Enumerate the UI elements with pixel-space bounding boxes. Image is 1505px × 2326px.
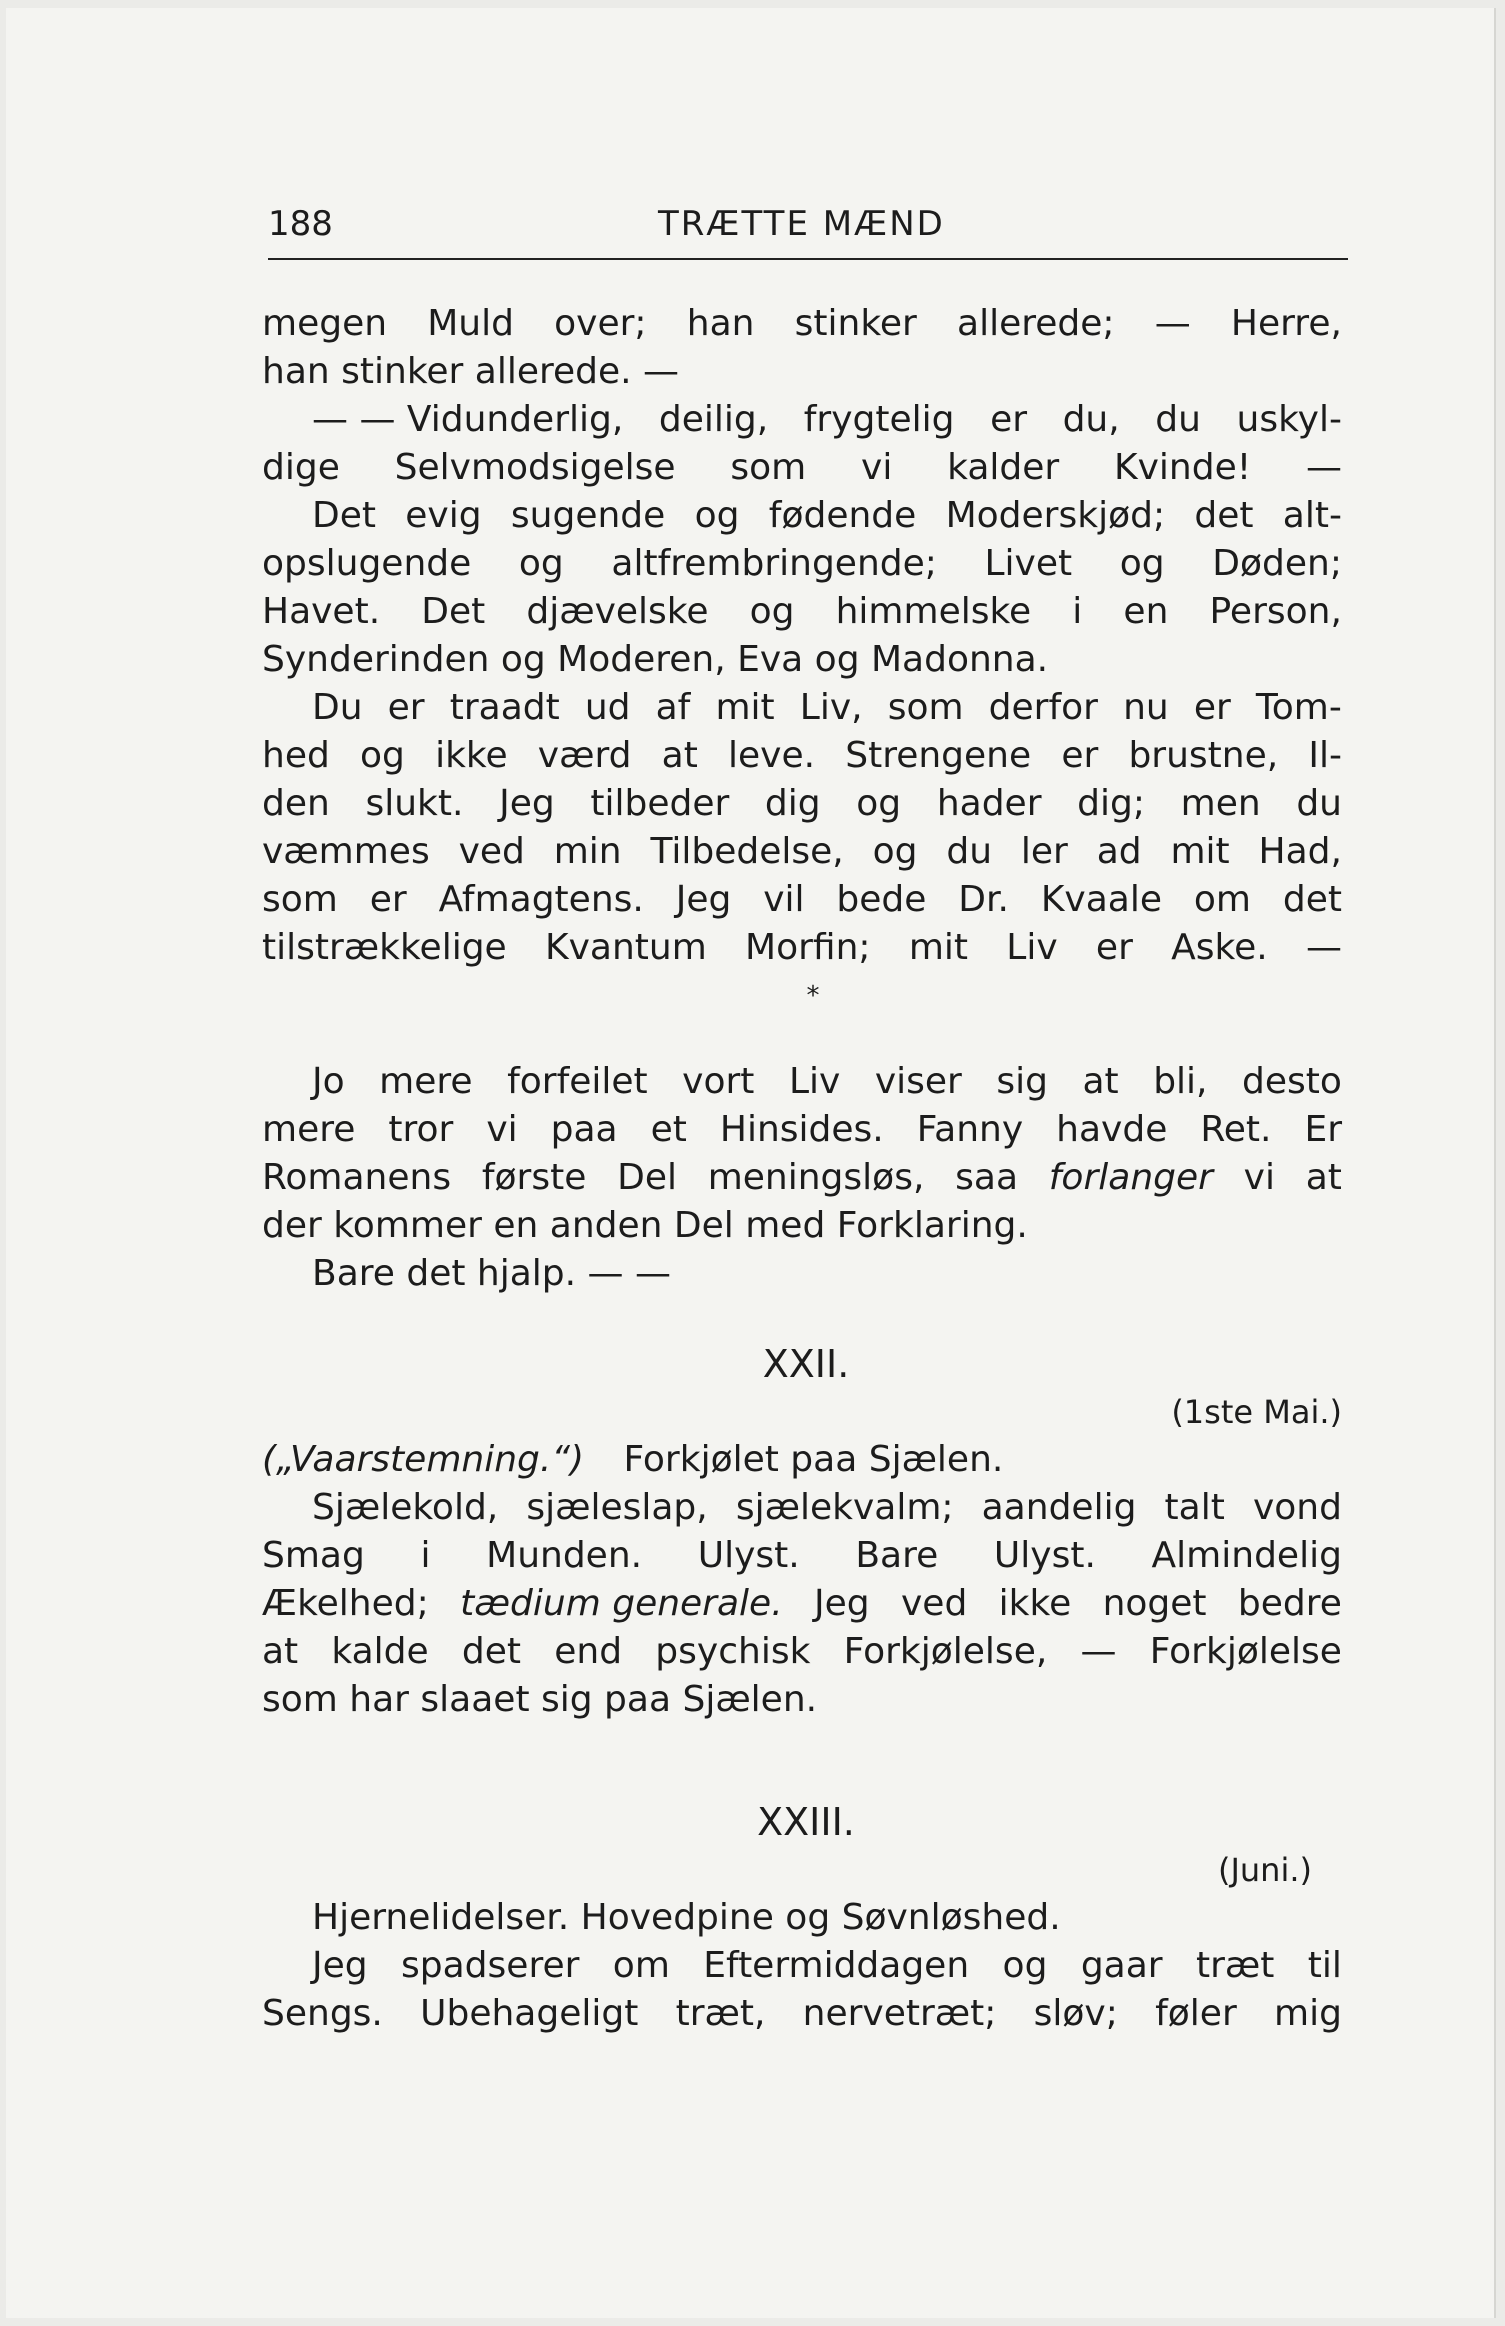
word: allerede; [957, 303, 1115, 344]
word: Il- [1308, 735, 1342, 776]
word: Liv [788, 1061, 841, 1102]
word: derfor [988, 687, 1098, 728]
word: Døden; [1212, 543, 1342, 584]
word: havde [1056, 1109, 1168, 1150]
text-line [262, 1484, 1342, 1532]
word: du [1296, 783, 1342, 824]
word: stinker [794, 303, 917, 344]
word: viser [874, 1061, 962, 1102]
word: noget [1102, 1583, 1207, 1624]
word: træt [1196, 1945, 1275, 1986]
word: tædium generale. [460, 1583, 783, 1624]
word: mit [715, 687, 775, 728]
word: vi [861, 447, 893, 488]
text-line [262, 1580, 1342, 1628]
word: Morfin; [745, 927, 871, 968]
word: Ækelhed; [262, 1583, 429, 1624]
word: Romanens [262, 1157, 452, 1198]
word: Jo [312, 1061, 345, 1102]
word: første [481, 1157, 587, 1198]
word: altfrembringende; [611, 543, 937, 584]
word: om [1193, 879, 1251, 920]
text-line [262, 780, 1342, 828]
word: i [1072, 591, 1083, 632]
word: hed [262, 735, 330, 776]
word: bedre [1237, 1583, 1342, 1624]
word: af [655, 687, 691, 728]
text-line [262, 540, 1342, 588]
word: Det [312, 495, 376, 536]
word: sig [996, 1061, 1048, 1102]
word: leve. [728, 735, 816, 776]
text-line [262, 876, 1342, 924]
word: du [946, 831, 993, 872]
word: vond [1252, 1487, 1342, 1528]
text-line: Synderinden og Moderen, Eva og Madonna. [262, 639, 1049, 680]
word: end [554, 1631, 623, 1672]
word: psychisk [655, 1631, 811, 1672]
text-line: han stinker allerede. — [262, 351, 680, 392]
word: Ulyst. [993, 1535, 1096, 1576]
body-text [262, 300, 1342, 2038]
word: evig [405, 495, 482, 536]
word: du, [1062, 399, 1120, 440]
word: sjæleslap, [526, 1487, 708, 1528]
word: Muld [427, 303, 514, 344]
text-segment: Forkjølet paa Sjælen. [623, 1439, 1004, 1480]
word: Jeg [312, 1945, 368, 1986]
word: han [686, 303, 755, 344]
text-line [262, 1106, 1342, 1154]
chapter-date-xxii: (1ste Mai.) [1171, 1393, 1342, 1431]
word: Sengs. [262, 1993, 383, 2034]
word: sløv; [1033, 1993, 1118, 2034]
text-line: der kommer en anden Del med Forklaring. [262, 1205, 1028, 1246]
word: er [1095, 927, 1133, 968]
text-line [262, 732, 1342, 780]
word: og [749, 591, 795, 632]
word: til [1307, 1945, 1342, 1986]
word: Ulyst. [697, 1535, 800, 1576]
word: et [650, 1109, 687, 1150]
word: tilstrækkelige [262, 927, 507, 968]
word: opslugende [262, 543, 472, 584]
word: paa [550, 1109, 618, 1150]
word: vil [763, 879, 805, 920]
word: fødende [768, 495, 917, 536]
word: Du [312, 687, 363, 728]
text-line [262, 300, 1342, 348]
word: mit [908, 927, 969, 968]
word: over; [554, 303, 647, 344]
section-break-asterisk: * [806, 981, 820, 1011]
word: megen [262, 303, 388, 344]
word: Er [1304, 1109, 1342, 1150]
word: sjælekvalm; [735, 1487, 954, 1528]
word: vi [486, 1109, 518, 1150]
word: om [612, 1945, 670, 1986]
text-line [262, 924, 1342, 972]
text-line: Bare det hjalp. — — [312, 1253, 671, 1294]
word: Had, [1258, 831, 1342, 872]
word: mere [262, 1109, 356, 1150]
word: i [420, 1535, 431, 1576]
word: aandelig [981, 1487, 1137, 1528]
word: Jeg [499, 783, 555, 824]
italic-phrase: („Vaarstemning.“) [262, 1439, 585, 1480]
word: vort [682, 1061, 755, 1102]
word: værd [537, 735, 632, 776]
word: brustne, [1128, 735, 1279, 776]
word: Livet [984, 543, 1073, 584]
word: ud [584, 687, 631, 728]
word: — [1305, 927, 1342, 968]
word: den [262, 783, 330, 824]
word: Ubehageligt [420, 1993, 639, 2034]
word: ad [1096, 831, 1142, 872]
text-line [262, 1942, 1342, 1990]
text-line [262, 828, 1342, 876]
word: Moderskjød; [945, 495, 1166, 536]
word: og [1119, 543, 1165, 584]
chapter-date-xxiii: (Juni.) [1217, 1851, 1312, 1889]
text-line [262, 1990, 1342, 2038]
page-number: 188 [268, 204, 333, 244]
word: at [262, 1631, 299, 1672]
word: kalder [947, 447, 1060, 488]
word: at [1082, 1061, 1119, 1102]
word: Jeg [675, 879, 732, 920]
word: og [1002, 1945, 1048, 1986]
word: dig [764, 783, 821, 824]
word: men [1180, 783, 1261, 824]
word: Tilbedelse, [650, 831, 844, 872]
word: er [387, 687, 425, 728]
text-line [262, 492, 1342, 540]
word: Liv, [799, 687, 863, 728]
word: Det [421, 591, 486, 632]
word: og [856, 783, 902, 824]
word: Ret. [1200, 1109, 1272, 1150]
word: slukt. [365, 783, 464, 824]
word: bli, [1153, 1061, 1208, 1102]
word: alt- [1282, 495, 1342, 536]
word: vi [1243, 1157, 1275, 1198]
text-line [262, 684, 1342, 732]
word: Kvaale [1040, 879, 1163, 920]
word: du [1155, 399, 1201, 440]
word: Strengene [845, 735, 1032, 776]
word: mit [1170, 831, 1230, 872]
word: forlanger [1048, 1157, 1213, 1198]
word: er [1193, 687, 1231, 728]
text-line [262, 396, 1342, 444]
word: min [553, 831, 622, 872]
word: sugende [510, 495, 666, 536]
word: væmmes [262, 831, 430, 872]
word: djævelske [526, 591, 709, 632]
word: og [360, 735, 405, 776]
word: Jeg [814, 1583, 870, 1624]
word: — — Vidunderlig, [312, 399, 624, 440]
word: som [262, 879, 338, 920]
word: det [1194, 495, 1254, 536]
word: er [1061, 735, 1099, 776]
word: frygtelig [803, 399, 955, 440]
word: ved [900, 1583, 968, 1624]
word: desto [1242, 1061, 1342, 1102]
word: Forkjølelse, [843, 1631, 1048, 1672]
word: føler [1155, 1993, 1237, 2034]
text-line: Hjernelidelser. Hovedpine og Søvnløshed. [312, 1897, 1061, 1938]
word: ler [1020, 831, 1068, 872]
word: himmelske [835, 591, 1032, 632]
text-line: som har slaaet sig paa Sjælen. [262, 1679, 818, 1720]
word: forfeilet [507, 1061, 648, 1102]
text-line [262, 1436, 1342, 1484]
word: Havet. [262, 591, 381, 632]
word: Afmagtens. [438, 879, 644, 920]
word: det [1282, 879, 1342, 920]
word: at [1305, 1157, 1342, 1198]
word: ved [458, 831, 525, 872]
word: at [661, 735, 698, 776]
word: Fanny [916, 1109, 1024, 1150]
word: deilig, [658, 399, 769, 440]
text-line [262, 1628, 1342, 1676]
word: nervetræt; [802, 1993, 997, 2034]
word: tilbeder [590, 783, 730, 824]
word: Forkjølelse [1149, 1631, 1342, 1672]
word: Eftermiddagen [703, 1945, 970, 1986]
word: Hinsides. [719, 1109, 884, 1150]
text-line [262, 1058, 1342, 1106]
word: Del [617, 1157, 677, 1198]
page-header [268, 204, 1348, 260]
word: bede [836, 879, 927, 920]
word: spadserer [401, 1945, 580, 1986]
word: tror [388, 1109, 454, 1150]
word: træt, [675, 1993, 766, 2034]
word: meningsløs, [707, 1157, 925, 1198]
word: mere [379, 1061, 473, 1102]
word: — [1080, 1631, 1117, 1672]
text-line [262, 1532, 1342, 1580]
word: mig [1274, 1993, 1342, 2034]
word: en [1123, 591, 1169, 632]
word: kalde [331, 1631, 429, 1672]
word: Herre, [1230, 303, 1342, 344]
running-title: TRÆTTE MÆND [658, 204, 945, 244]
word: Person, [1209, 591, 1342, 632]
word: og [694, 495, 740, 536]
word: Aske. [1171, 927, 1268, 968]
text-line [262, 444, 1342, 492]
word: Selvmodsigelse [394, 447, 676, 488]
word: Almindelig [1151, 1535, 1342, 1576]
word: dige [262, 447, 340, 488]
word: saa [955, 1157, 1019, 1198]
word: og [872, 831, 918, 872]
word: er [990, 399, 1028, 440]
word: det [461, 1631, 522, 1672]
word: Kvinde! [1114, 447, 1252, 488]
word: Bare [855, 1535, 939, 1576]
word: nu [1123, 687, 1169, 728]
word: Tom- [1255, 687, 1342, 728]
text-line [262, 588, 1342, 636]
text-line [262, 1154, 1342, 1202]
word: er [369, 879, 407, 920]
word: som [730, 447, 807, 488]
word: talt [1164, 1487, 1225, 1528]
word: Liv [1006, 927, 1058, 968]
word: ikke [435, 735, 508, 776]
word: Smag [262, 1535, 365, 1576]
word: ikke [998, 1583, 1072, 1624]
word: — [1154, 303, 1191, 344]
word: gaar [1080, 1945, 1163, 1986]
word: Dr. [958, 879, 1009, 920]
word: uskyl- [1236, 399, 1342, 440]
word: — [1305, 447, 1342, 488]
word: traadt [449, 687, 560, 728]
word: dig; [1077, 783, 1145, 824]
word: Munden. [486, 1535, 643, 1576]
word: hader [936, 783, 1042, 824]
word: Sjælekold, [312, 1487, 499, 1528]
word: som [887, 687, 964, 728]
chapter-heading-xxii: XXII. [762, 1342, 850, 1386]
word: Kvantum [544, 927, 707, 968]
word: og [518, 543, 564, 584]
chapter-heading-xxiii: XXIII. [757, 1800, 855, 1844]
